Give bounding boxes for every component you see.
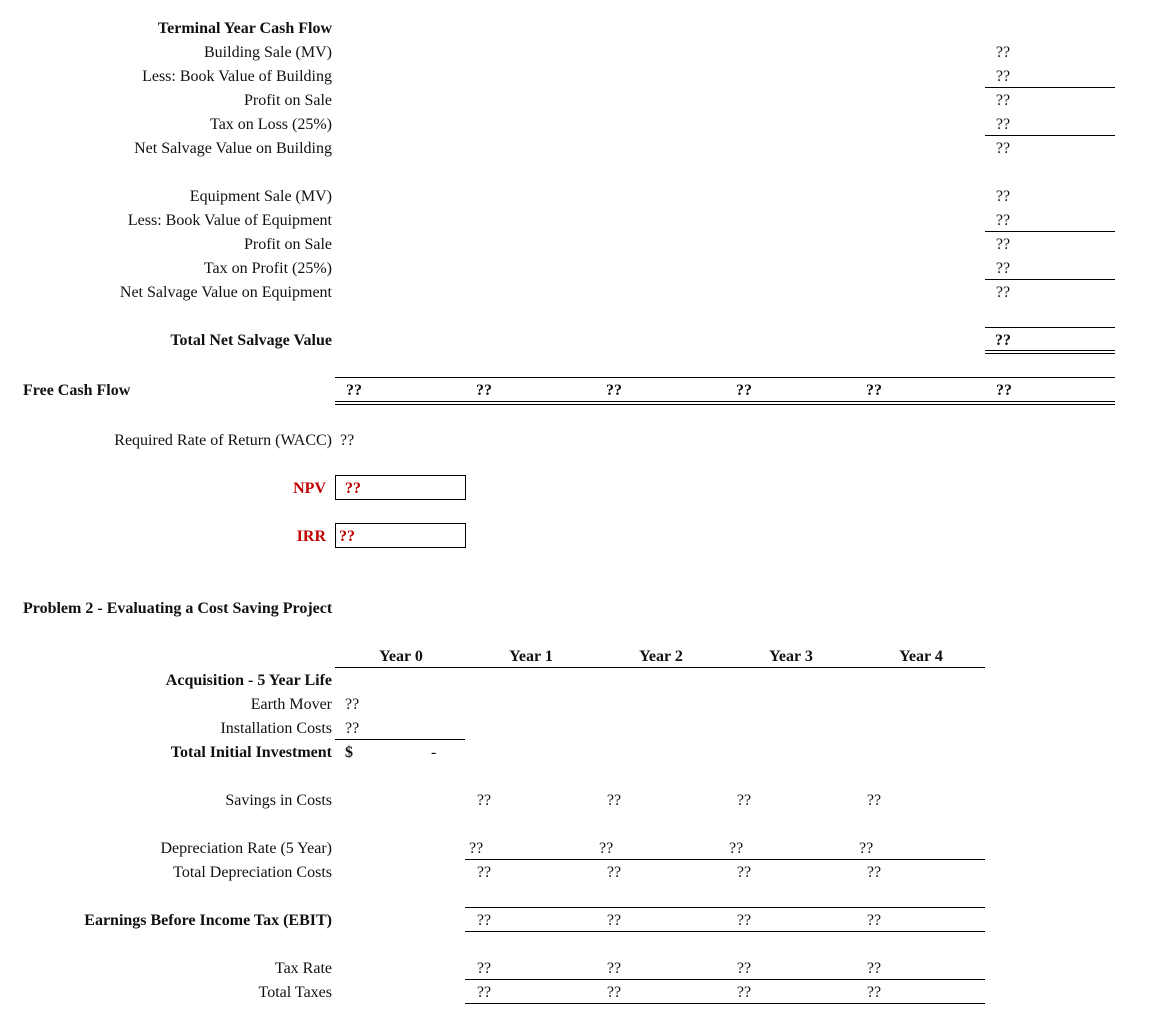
depreciation-rate-label: Depreciation Rate (5 Year) bbox=[160, 840, 332, 857]
total-depreciation-label: Total Depreciation Costs bbox=[173, 864, 332, 881]
tax-rate-label: Tax Rate bbox=[274, 960, 332, 977]
building-book-value-label: Less: Book Value of Building bbox=[142, 68, 332, 85]
building-sale-label: Building Sale (MV) bbox=[204, 44, 332, 61]
building-net-salvage-value[interactable]: ?? bbox=[995, 140, 1011, 157]
fcf-year-4[interactable]: ?? bbox=[866, 382, 882, 399]
tax-rate-year-1[interactable]: ?? bbox=[476, 960, 492, 977]
building-tax-value[interactable]: ?? bbox=[995, 116, 1011, 133]
building-profit-value[interactable]: ?? bbox=[995, 92, 1011, 109]
dep-rate-year-4[interactable]: ?? bbox=[859, 840, 874, 857]
savings-year-4[interactable]: ?? bbox=[866, 792, 882, 809]
ebit-label: Earnings Before Income Tax (EBIT) bbox=[84, 912, 332, 929]
installation-costs-label: Installation Costs bbox=[220, 720, 332, 737]
wacc-value[interactable]: ?? bbox=[340, 432, 355, 449]
wacc-label: Required Rate of Return (WACC) bbox=[114, 432, 332, 449]
equipment-sale-label: Equipment Sale (MV) bbox=[189, 188, 332, 205]
tax-rate-year-3[interactable]: ?? bbox=[736, 960, 752, 977]
divider bbox=[985, 327, 1115, 328]
divider bbox=[465, 907, 985, 908]
equipment-book-value-value[interactable]: ?? bbox=[995, 212, 1011, 229]
savings-year-1[interactable]: ?? bbox=[476, 792, 492, 809]
ebit-year-1[interactable]: ?? bbox=[476, 912, 492, 929]
tax-rate-year-2[interactable]: ?? bbox=[606, 960, 622, 977]
dep-total-year-4[interactable]: ?? bbox=[866, 864, 882, 881]
building-tax-label: Tax on Loss (25%) bbox=[210, 116, 332, 133]
year-4-header: Year 4 bbox=[899, 648, 943, 665]
dep-total-year-2[interactable]: ?? bbox=[606, 864, 622, 881]
fcf-year-3[interactable]: ?? bbox=[736, 382, 752, 399]
fcf-year-5[interactable]: ?? bbox=[996, 382, 1012, 399]
year-2-header: Year 2 bbox=[639, 648, 683, 665]
total-taxes-year-1[interactable]: ?? bbox=[476, 984, 492, 1001]
savings-year-3[interactable]: ?? bbox=[736, 792, 752, 809]
total-taxes-year-4[interactable]: ?? bbox=[866, 984, 882, 1001]
building-net-salvage-label: Net Salvage Value on Building bbox=[134, 140, 332, 157]
earth-mover-label: Earth Mover bbox=[250, 696, 332, 713]
total-taxes-label: Total Taxes bbox=[258, 984, 332, 1001]
terminal-year-title: Terminal Year Cash Flow bbox=[157, 20, 332, 37]
equipment-tax-value[interactable]: ?? bbox=[995, 260, 1011, 277]
divider bbox=[335, 667, 985, 668]
divider bbox=[985, 87, 1115, 88]
ebit-year-4[interactable]: ?? bbox=[866, 912, 882, 929]
tax-rate-year-4[interactable]: ?? bbox=[866, 960, 882, 977]
equipment-profit-label: Profit on Sale bbox=[244, 236, 332, 253]
year-0-header: Year 0 bbox=[379, 648, 423, 665]
fcf-year-2[interactable]: ?? bbox=[606, 382, 622, 399]
building-book-value-value[interactable]: ?? bbox=[995, 68, 1011, 85]
divider bbox=[985, 231, 1115, 232]
divider bbox=[985, 279, 1115, 280]
total-net-salvage-label: Total Net Salvage Value bbox=[170, 332, 332, 349]
dep-rate-year-1[interactable]: ?? bbox=[469, 840, 484, 857]
fcf-year-0[interactable]: ?? bbox=[346, 382, 362, 399]
divider bbox=[465, 1003, 985, 1004]
npv-value[interactable]: ?? bbox=[345, 480, 361, 497]
divider bbox=[465, 979, 985, 980]
total-taxes-year-3[interactable]: ?? bbox=[736, 984, 752, 1001]
dep-total-year-1[interactable]: ?? bbox=[476, 864, 492, 881]
savings-label: Savings in Costs bbox=[225, 792, 332, 809]
equipment-net-salvage-label: Net Salvage Value on Equipment bbox=[119, 284, 332, 301]
installation-costs-value[interactable]: ?? bbox=[345, 720, 360, 737]
year-1-header: Year 1 bbox=[509, 648, 553, 665]
dep-rate-year-3[interactable]: ?? bbox=[729, 840, 744, 857]
building-sale-value[interactable]: ?? bbox=[995, 44, 1011, 61]
double-underline bbox=[335, 401, 1115, 405]
divider bbox=[985, 135, 1115, 136]
npv-label: NPV bbox=[293, 480, 326, 497]
total-initial-investment-value[interactable]: - bbox=[431, 744, 437, 761]
equipment-profit-value[interactable]: ?? bbox=[995, 236, 1011, 253]
irr-label: IRR bbox=[296, 528, 326, 545]
irr-value[interactable]: ?? bbox=[339, 528, 355, 545]
dep-rate-year-2[interactable]: ?? bbox=[599, 840, 614, 857]
ebit-year-2[interactable]: ?? bbox=[606, 912, 622, 929]
free-cash-flow-label: Free Cash Flow bbox=[23, 382, 131, 399]
building-profit-label: Profit on Sale bbox=[244, 92, 332, 109]
dep-total-year-3[interactable]: ?? bbox=[736, 864, 752, 881]
year-3-header: Year 3 bbox=[769, 648, 813, 665]
total-taxes-year-2[interactable]: ?? bbox=[606, 984, 622, 1001]
savings-year-2[interactable]: ?? bbox=[606, 792, 622, 809]
earth-mover-value[interactable]: ?? bbox=[345, 696, 360, 713]
equipment-net-salvage-value[interactable]: ?? bbox=[995, 284, 1011, 301]
ebit-year-3[interactable]: ?? bbox=[736, 912, 752, 929]
equipment-tax-label: Tax on Profit (25%) bbox=[203, 260, 332, 277]
divider bbox=[335, 377, 1115, 378]
acquisition-title: Acquisition - 5 Year Life bbox=[165, 672, 332, 689]
fcf-year-1[interactable]: ?? bbox=[476, 382, 492, 399]
equipment-sale-value[interactable]: ?? bbox=[995, 188, 1011, 205]
double-underline bbox=[985, 350, 1115, 354]
divider bbox=[465, 859, 985, 860]
total-net-salvage-value[interactable]: ?? bbox=[995, 332, 1011, 349]
total-initial-investment-label: Total Initial Investment bbox=[170, 744, 332, 761]
divider bbox=[335, 739, 465, 740]
divider bbox=[465, 931, 985, 932]
currency-symbol: $ bbox=[345, 744, 353, 761]
problem-2-title: Problem 2 - Evaluating a Cost Saving Project bbox=[23, 600, 333, 617]
equipment-book-value-label: Less: Book Value of Equipment bbox=[127, 212, 332, 229]
